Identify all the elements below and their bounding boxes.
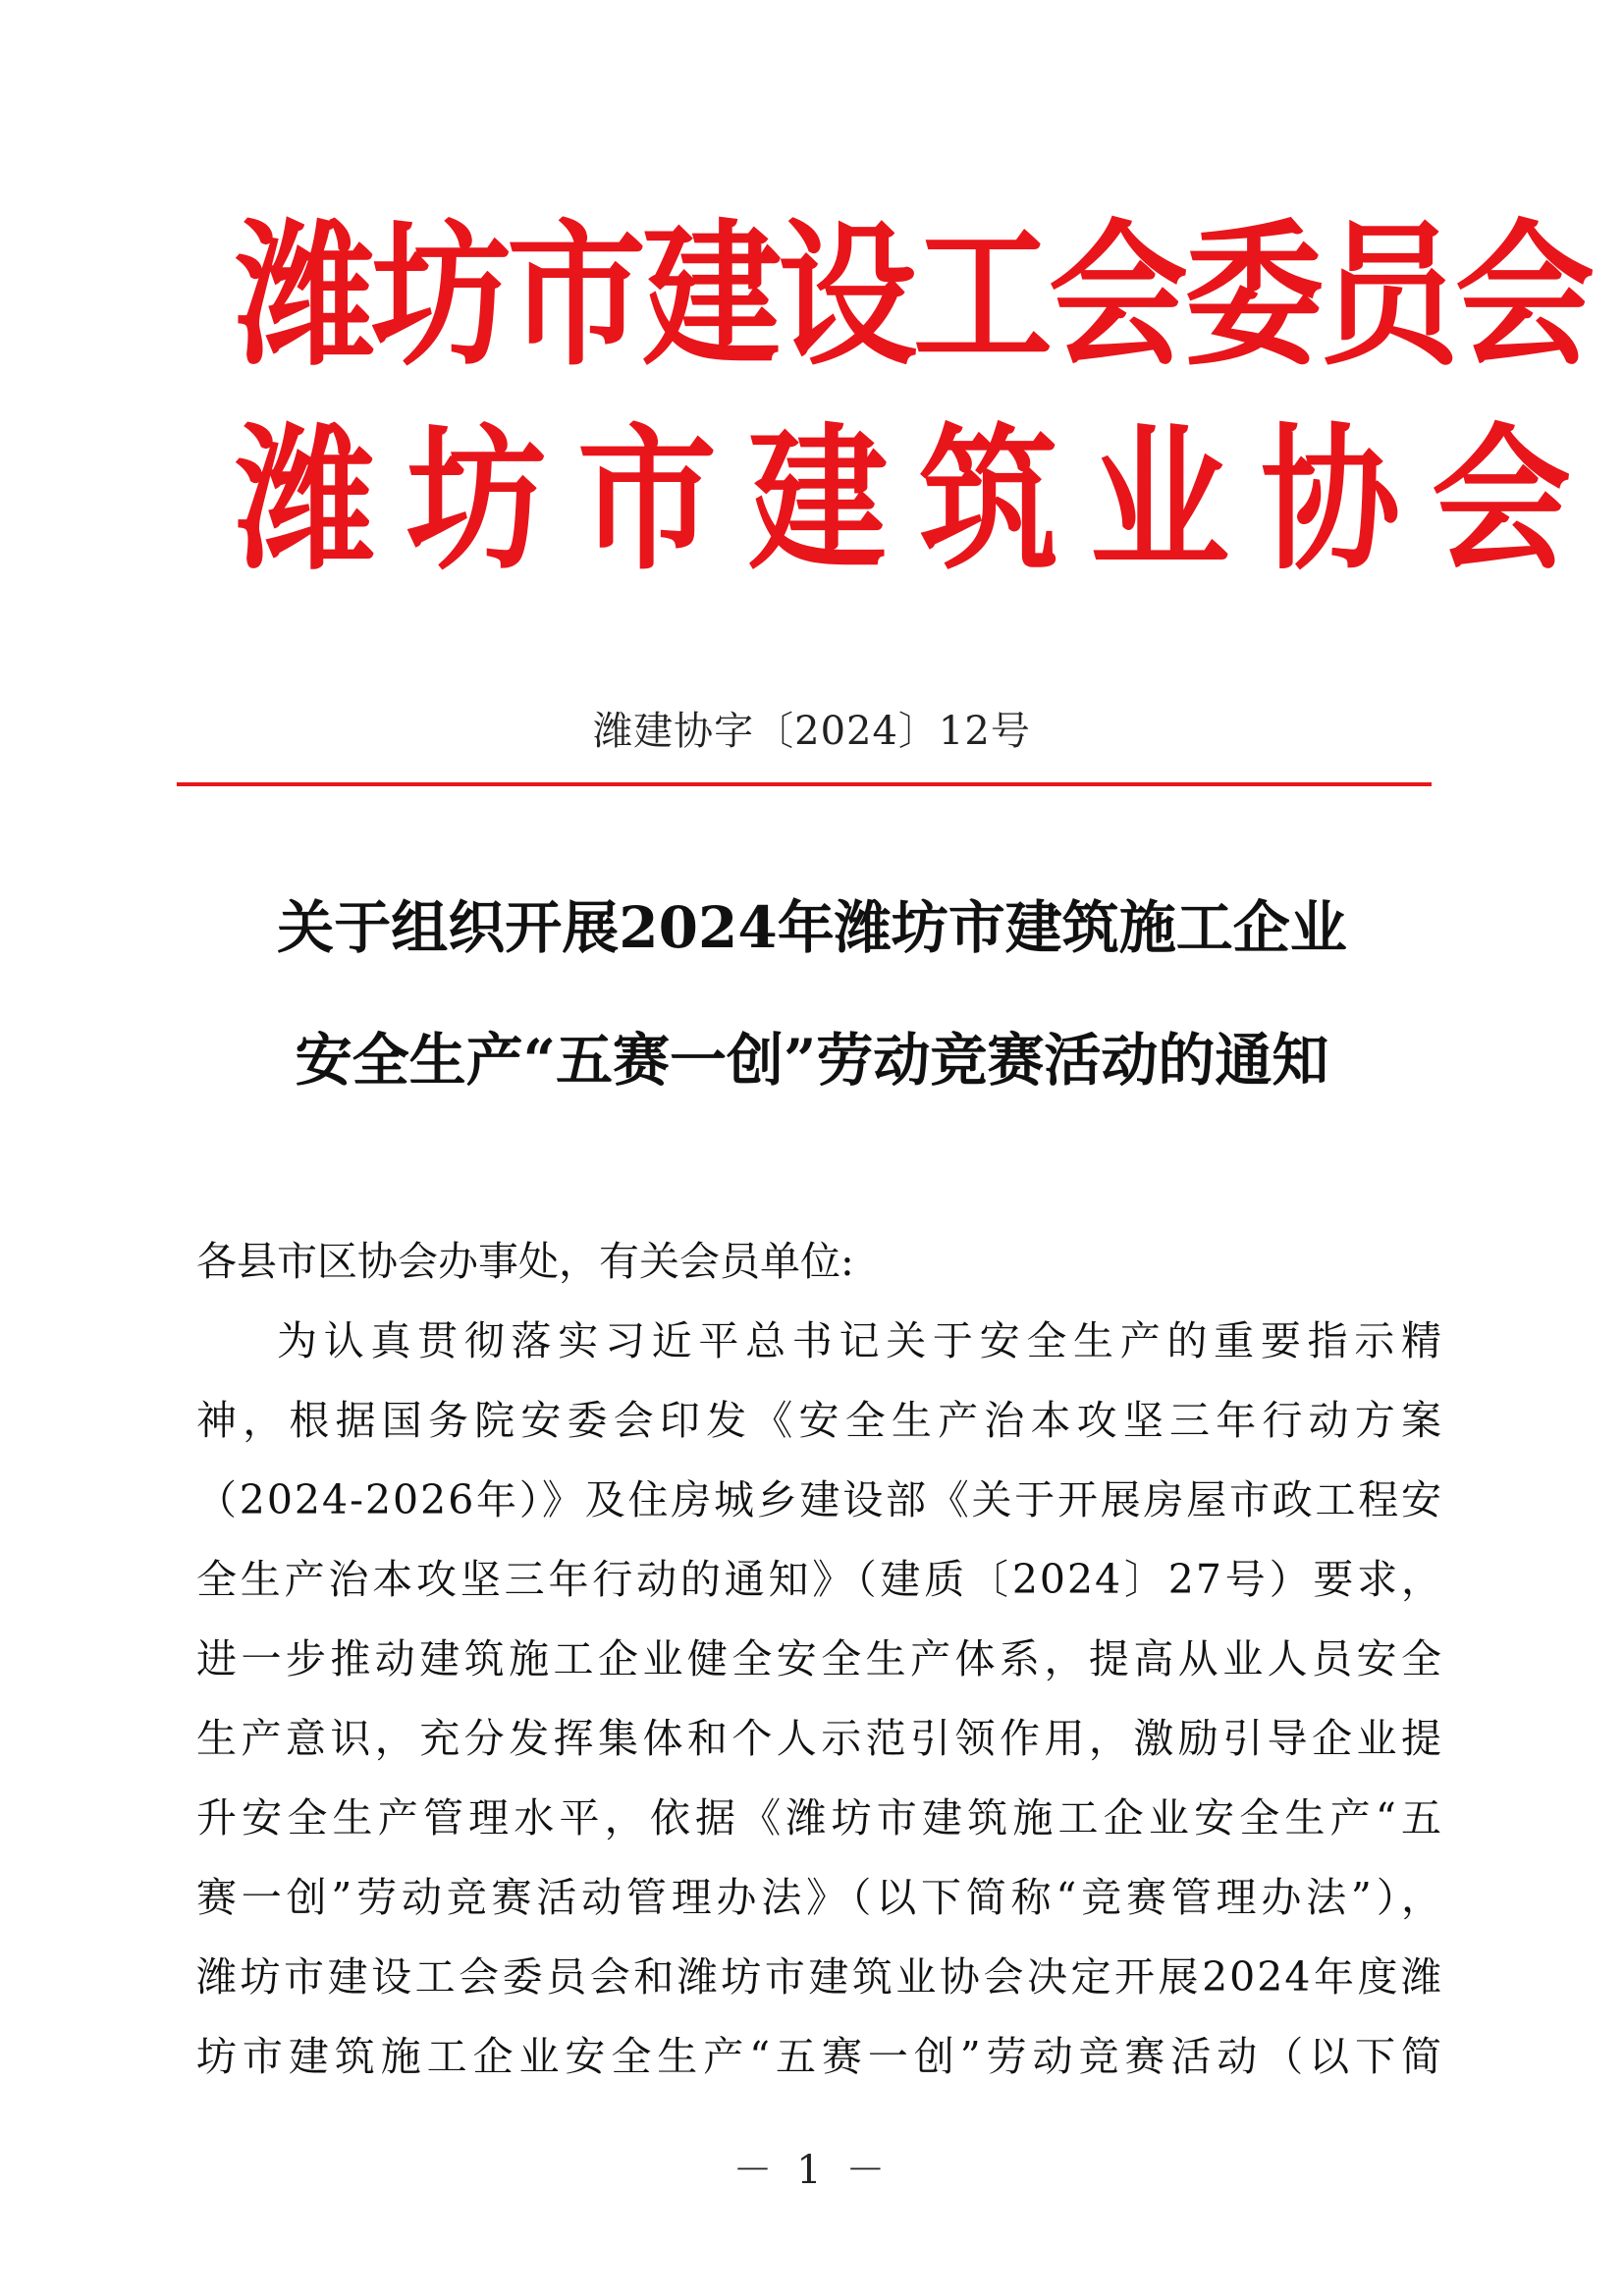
paragraph-line: 全生产治本攻坚三年行动的通知》（建质〔2024〕27号）要求， — [196, 1556, 1443, 1603]
paragraph-line: 赛一创”劳动竞赛活动管理办法》（以下简称“竞赛管理办法”）， — [196, 1874, 1443, 1921]
page-number: － 1 － — [732, 2148, 892, 2193]
paragraph-line: 潍坊市建设工会委员会和潍坊市建筑业协会决定开展2024年度潍 — [196, 1953, 1443, 2001]
paragraph-line: 进一步推动建筑施工企业健全安全生产体系，提高从业人员安全 — [196, 1635, 1443, 1682]
issuing-org-2: 潍坊市建筑业协会 — [236, 408, 1602, 592]
document-title-line-2: 安全生产“五赛一创”劳动竞赛活动的通知 — [295, 1027, 1329, 1094]
document-body — [196, 1222, 1443, 2097]
paragraph-line: 生产意识，充分发挥集体和个人示范引领作用，激励引导企业提 — [196, 1715, 1443, 1762]
red-divider-rule — [177, 782, 1432, 786]
paragraph-line: 神，根据国务院安委会印发《安全生产治本攻坚三年行动方案 — [196, 1397, 1443, 1444]
document-title-line-1: 关于组织开展2024年潍坊市建筑施工企业 — [277, 894, 1347, 961]
paragraph-line: 升安全生产管理水平，依据《潍坊市建筑施工企业安全生产“五 — [196, 1794, 1443, 1842]
paragraph-line: 坊市建筑施工企业安全生产“五赛一创”劳动竞赛活动（以下简 — [196, 2033, 1443, 2080]
document-number: 潍建协字〔2024〕12号 — [593, 709, 1031, 754]
salutation: 各县市区协会办事处，有关会员单位: — [196, 1238, 854, 1285]
paragraph-line: （2024-2026年）》及住房城乡建设部《关于开展房屋市政工程安 — [196, 1476, 1443, 1523]
body-paragraph — [196, 1302, 1443, 2097]
paragraph-line: 为认真贯彻落实习近平总书记关于安全生产的重要指示精 — [277, 1317, 1443, 1364]
issuing-org-1: 潍坊市建设工会委员会 — [236, 204, 1591, 388]
